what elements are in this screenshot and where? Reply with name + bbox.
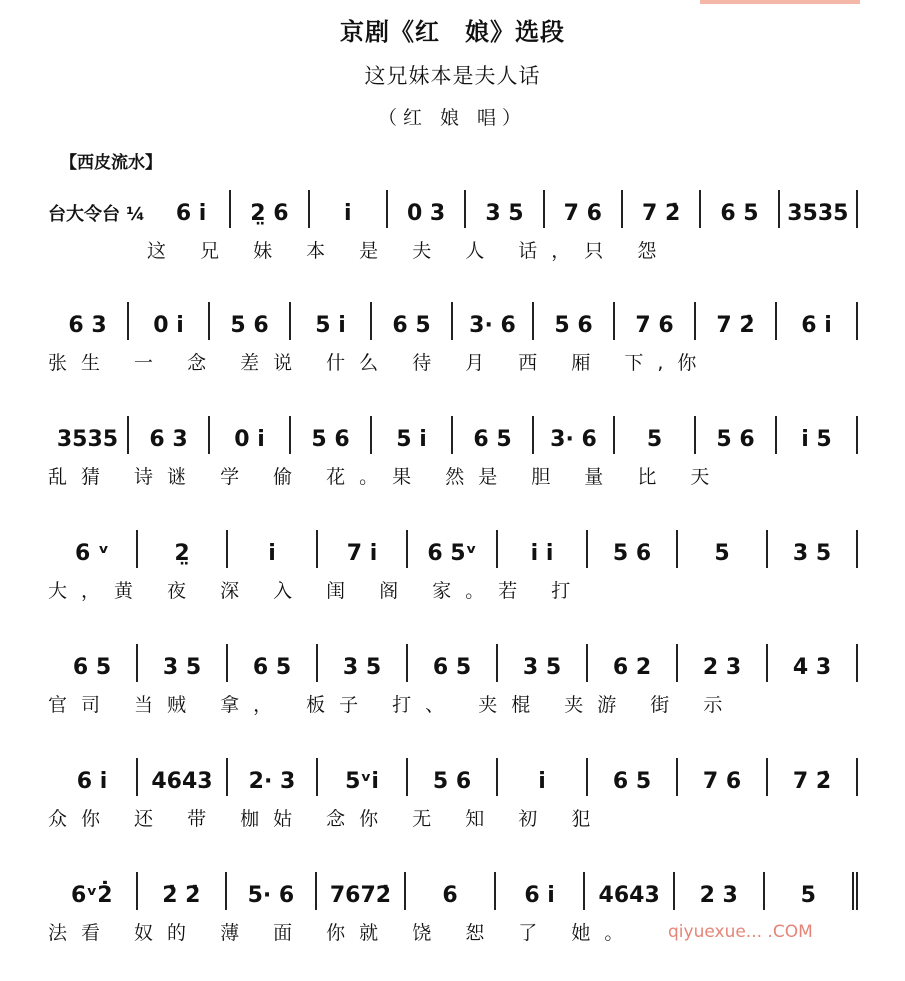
measure: 6 5ᵛ [408,530,498,568]
measure: 3535 [48,416,129,454]
measure: 7 6 [615,302,696,340]
measure: 7 2̇ [768,758,858,796]
singer-credit: （红 娘 唱） [377,107,528,129]
lyrics-row: 这 兄 妹 本 是 夫 人 话，只 怨 [48,240,671,262]
measure: 7 6 [678,758,768,796]
measure: 6 5 [372,302,453,340]
measure: 5 [765,872,859,910]
measure: 2̤ 6 [231,190,309,228]
measure: i 5 [777,416,858,454]
tempo-marking: 【西皮流水】 [60,153,162,173]
corner-decoration [700,0,860,4]
notation-row [48,414,858,454]
lyrics-row: 乱猜 诗谜 学 偷 花。果 然是 胆 量 比 天 [48,466,724,488]
measure: 6 [406,872,496,910]
measure: i i [498,530,588,568]
measure: 7672̇ [317,872,407,910]
system-prefix: 台大令台 ¼ [48,204,145,225]
measure: 0 i [210,416,291,454]
measure: 5 6 [696,416,777,454]
measure: 5 [678,530,768,568]
score-system [0,406,905,506]
measure: 5 6 [534,302,615,340]
measure: 2 3 [678,644,768,682]
measure: 2 3 [675,872,765,910]
measure: 2· 3 [228,758,318,796]
measure: 2̇ 2̇ [138,872,228,910]
measure: 6 i [496,872,586,910]
lyrics-row: 官司 当贼 拿， 板子 打、 夹棍 夹游 街 示 [48,694,737,716]
measure: i [228,530,318,568]
measure: 6 5 [408,644,498,682]
notation-row [48,300,858,340]
measure: 3 5 [138,644,228,682]
notation-row [48,528,858,568]
measure: 4 3 [768,644,858,682]
score-system [0,520,905,620]
measure: 5 6 [408,758,498,796]
measure: 5 i [372,416,453,454]
measure: 7 2̇ [696,302,777,340]
lyrics-row: 张生 一 念 差说 什么 待 月 西 厢 下,你 [48,352,711,374]
measure: 6 ᵛ [48,530,138,568]
measure: 6 3 [129,416,210,454]
measure: 5ᵛi [318,758,408,796]
measure: 6 5 [228,644,318,682]
measure: 6 i [153,190,231,228]
measure: 4643 [585,872,675,910]
measure: 6 5 [48,644,138,682]
measure: 6ᵛ2̇ [48,872,138,910]
watermark: qiyuexue... .COM [668,922,813,942]
measure: 6 2 [588,644,678,682]
measure: 3 5 [768,530,858,568]
measure: 6 3 [48,302,129,340]
notation-row [48,188,858,228]
page-title: 京剧《红 娘》选段 [340,18,565,46]
measure: i [498,758,588,796]
notation-row [48,642,858,682]
page-subtitle: 这兄妹本是夫人话 [364,64,541,88]
notation-row [48,870,858,910]
lyrics-row: 法看 奴的 薄 面 你就 饶 恕 了 她。 [48,922,638,944]
lyrics-row: 众你 还 带 枷姑 念你 无 知 初 犯 [48,808,605,830]
measure: 6 5 [453,416,534,454]
lyrics-row: 大，黄 夜 深 入 闺 阁 家。若 打 [48,580,585,602]
score-system [0,292,905,392]
measure: 3 5 [466,190,544,228]
measure: 7 2̇ [623,190,701,228]
measure: 0 i [129,302,210,340]
score-system [0,634,905,734]
measure: 5 6 [210,302,291,340]
measure: 0 3 [388,190,466,228]
measure: 7 6 [545,190,623,228]
measure: 3535 [780,190,858,228]
measure: 2̤ [138,530,228,568]
measure: 3 5 [318,644,408,682]
measure: 7 i [318,530,408,568]
measure: 5· 6 [227,872,317,910]
measure: 6 5 [701,190,779,228]
score-system [0,748,905,848]
measure: 3· 6 [534,416,615,454]
measure: i [310,190,388,228]
measure: 5 [615,416,696,454]
measure: 3 5 [498,644,588,682]
measure: 6 5 [588,758,678,796]
measure: 5 6 [588,530,678,568]
measure: 3· 6 [453,302,534,340]
measure: 6 i [777,302,858,340]
score-system [0,180,905,280]
measure: 5 i [291,302,372,340]
score-system [0,862,905,962]
measure: 5 6 [291,416,372,454]
notation-row [48,756,858,796]
measure: 4643 [138,758,228,796]
measure: 6 i [48,758,138,796]
